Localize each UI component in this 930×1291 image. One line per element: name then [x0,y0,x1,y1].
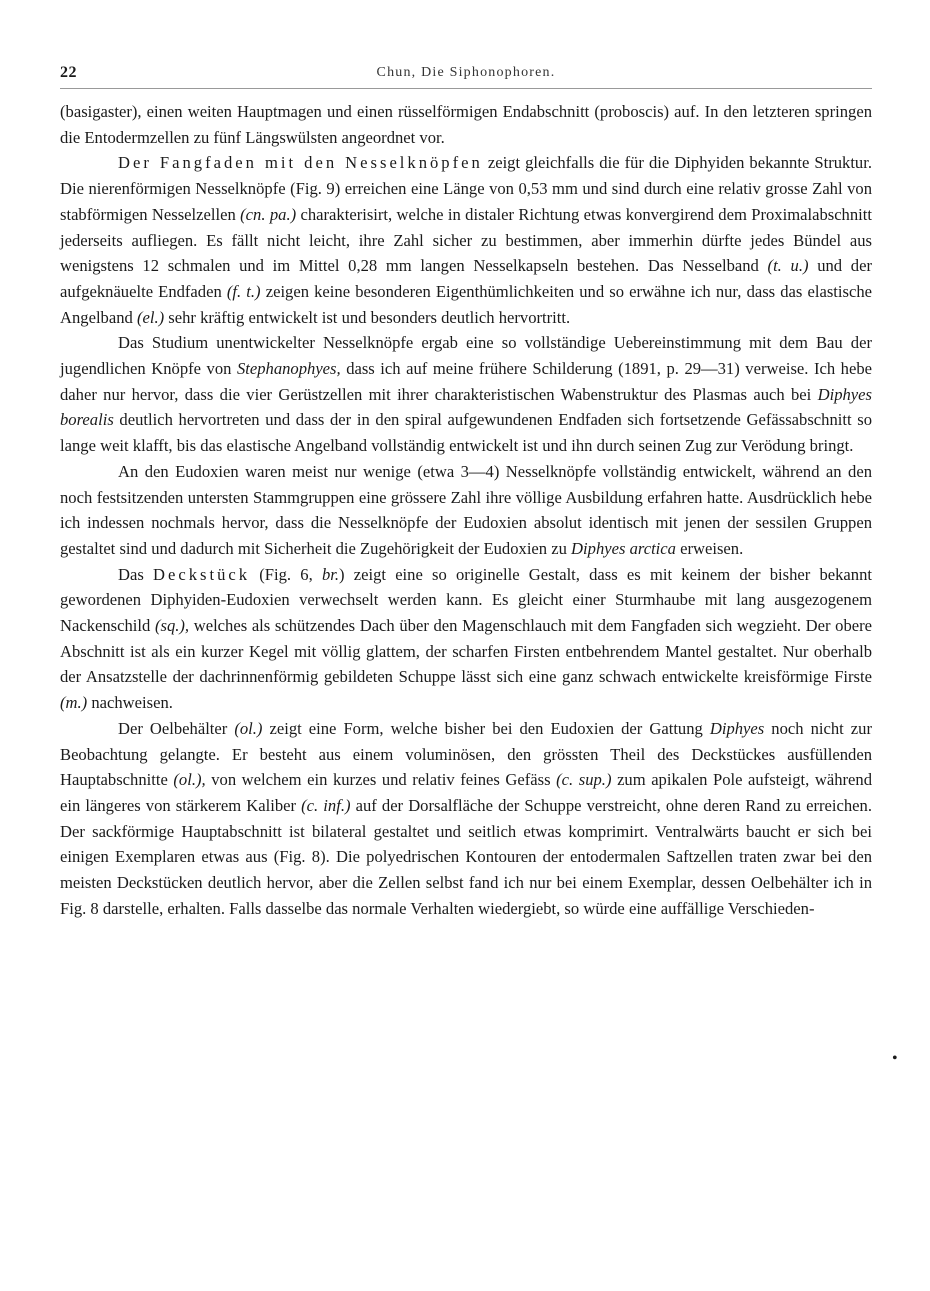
italic-text: (ol.), [173,770,206,790]
running-header [60,62,872,89]
italic-text: (ol.) [234,718,263,738]
paragraph [60,330,872,459]
text-run: und der aufgeknäuelte Endfaden [60,256,872,301]
italic-text: Diphyes arctica [571,538,676,558]
italic-text: (c. inf.) [301,795,351,815]
spaced-text: Der Fangfaden mit den Nesselknöpfen [118,153,483,173]
italic-text: (sq.), [154,616,190,636]
text-run: Das [118,564,154,584]
paragraph [60,99,872,150]
text-run: An den Eudoxien waren meist nur wenige (etwa 3—4) Nesselknöpfe vollständig entwickelt, während an den noch festsitzenden untersten Stammgruppen eine grössere Zahl ihre völlige Ausbildung erfahren hatte. Ausdrücklich hebe ich indessen nochmals hervor, dass die Nesselknöpfe der Eudoxien absolut identisch mit jenen der sessilen Gruppen gestaltet sind und dadurch mit Sicherheit die Zugehörigkeit der Eudoxien zu [60,461,872,558]
italic-text: (f. t.) [226,281,261,301]
text-run: von welchem ein kurzes und relativ feines Gefäss [205,770,557,790]
text-run: sehr kräftig entwickelt ist und besonders deutlich hervortritt. [164,307,571,327]
italic-text: Diphyes [709,718,765,738]
page-number: 22 [60,64,77,81]
italic-text: Diphyes borealis [60,384,872,430]
text-run: (Fig. 6, [250,564,322,584]
running-title: Chun, Die Siphonophoren. [376,65,556,80]
text-run: auf der Dorsalfläche der Schuppe verstreicht, ohne deren Rand zu erreichen. Der sackförmige Hauptabschnitt ist bilateral gestaltet und seitlich etwas komprimirt. Ventralwärts baucht er sich bei einigen Exemplaren etwas aus (Fig. 8). Die polyedrischen Kontouren der entodermalen Saftzellen traten zwar bei den meisten Deckstücken deutlich hervor, aber die Zellen selbst fand ich nur bei einem Exemplar, dessen Oelbehälter ich in Fig. 8 darstelle, erhalten. Falls dasselbe das normale Verhalten wiedergiebt, so würde eine auffällige Verschieden- [60,795,872,918]
document-page [60,62,872,922]
text-run: zeigt gleichfalls die für die Diphyiden bekannte Struktur. Die nierenförmigen Nesselknöpfe (Fig. 9) erreichen eine Länge von 0,53 mm und sind durch eine relativ grosse Zahl von stabförmigen Nesselzellen [60,153,872,224]
italic-text: (cn. pa.) [240,204,297,224]
italic-text: (el.) [136,307,165,327]
text-run: welches als schützendes Dach über den Magenschlauch mit dem Fangfaden sich wegzieht. Der obere Abschnitt ist als ein kurzer Kegel mit völlig glattem, der scharfen Firsten entbehrendem Mantel gestaltet. Nur oberhalb der Ansatzstelle der dachrinnenförmig gebildeten Schuppe lässt sich eine ganz schwach entwickelte kreisförmige Firste [60,616,872,687]
paragraph [60,716,872,922]
text-run: Das Studium unentwickelter Nesselknöpfe ergab eine so vollständige Uebereinstimmung mit dem Bau der jugendlichen Knöpfe von [60,333,872,379]
body-text [60,99,872,922]
text-run: erweisen. [675,538,744,558]
text-run: nachweisen. [87,693,173,713]
text-run: charakterisirt, welche in distaler Richtung etwas konvergirend dem Proximalabschnitt jederseits aufliegen. Es fällt nicht leicht, ihre Zahl sicher zu bestimmen, aber immerhin dürfte jedes Bündel aus wenigstens 12 schmalen und im Mittel 0,28 mm langen Nesselkapseln bestehen. Das Nesselband [60,204,872,276]
italic-text: (t. u.) [767,256,809,276]
text-run: ) zeigt eine so originelle Gestalt, dass es mit keinem der bisher bekannt gewordenen Diphyiden-Eudoxien verwechselt werden kann. Es gleicht einer Sturmhaube mit lang ausgezogenem Nackenschild [60,564,872,636]
paragraph [60,562,872,716]
text-run: Der Oelbehälter [118,718,235,738]
text-run: dass ich auf meine frühere Schilderung (1891, p. 29—31) verweise. Ich hebe daher nur hervor, dass die vier Gerüstzellen mit ihrer charakteristischen Wabenstruktur des Plasmas auch bei [60,359,872,404]
italic-text: (c. sup.) [556,770,612,790]
italic-text: br. [321,564,340,584]
text-run: noch nicht zur Beobachtung gelangte. Er besteht aus einem voluminösen, den grössten Theil des Deckstückes ausfüllenden Hauptabschnitte [60,718,872,790]
text-run: deutlich hervortreten und dass der in den spiral aufgewundenen Endfaden sich fortsetzende Gefässabschnitt so lange weit klafft, bis das elastische Angelband vollständig entwickelt ist und ihn durch seinen Zug zur Verödung bringt. [60,410,872,456]
margin-mark: • [892,1050,898,1067]
spaced-text: Deckstück [153,564,251,584]
text-run: zeigen keine besonderen Eigenthümlichkeiten und so erwähne ich nur, dass das elastische Angelband [60,281,873,327]
italic-text: Stephanophyes, [236,359,341,379]
paragraph [60,459,872,562]
text-run: zeigt eine Form, welche bisher bei den Eudoxien der Gattung [262,718,710,738]
paragraph [60,150,872,330]
text-run: zum apikalen Pole aufsteigt, während ein längeres von stärkerem Kaliber [60,770,873,815]
text-run: (basigaster), einen weiten Hauptmagen und einen rüsselförmigen Endabschnitt (proboscis) auf. In den letzteren springen die Entodermzellen zu fünf Längswülsten angeordnet vor. [60,102,872,147]
italic-text: (m.) [60,693,88,713]
